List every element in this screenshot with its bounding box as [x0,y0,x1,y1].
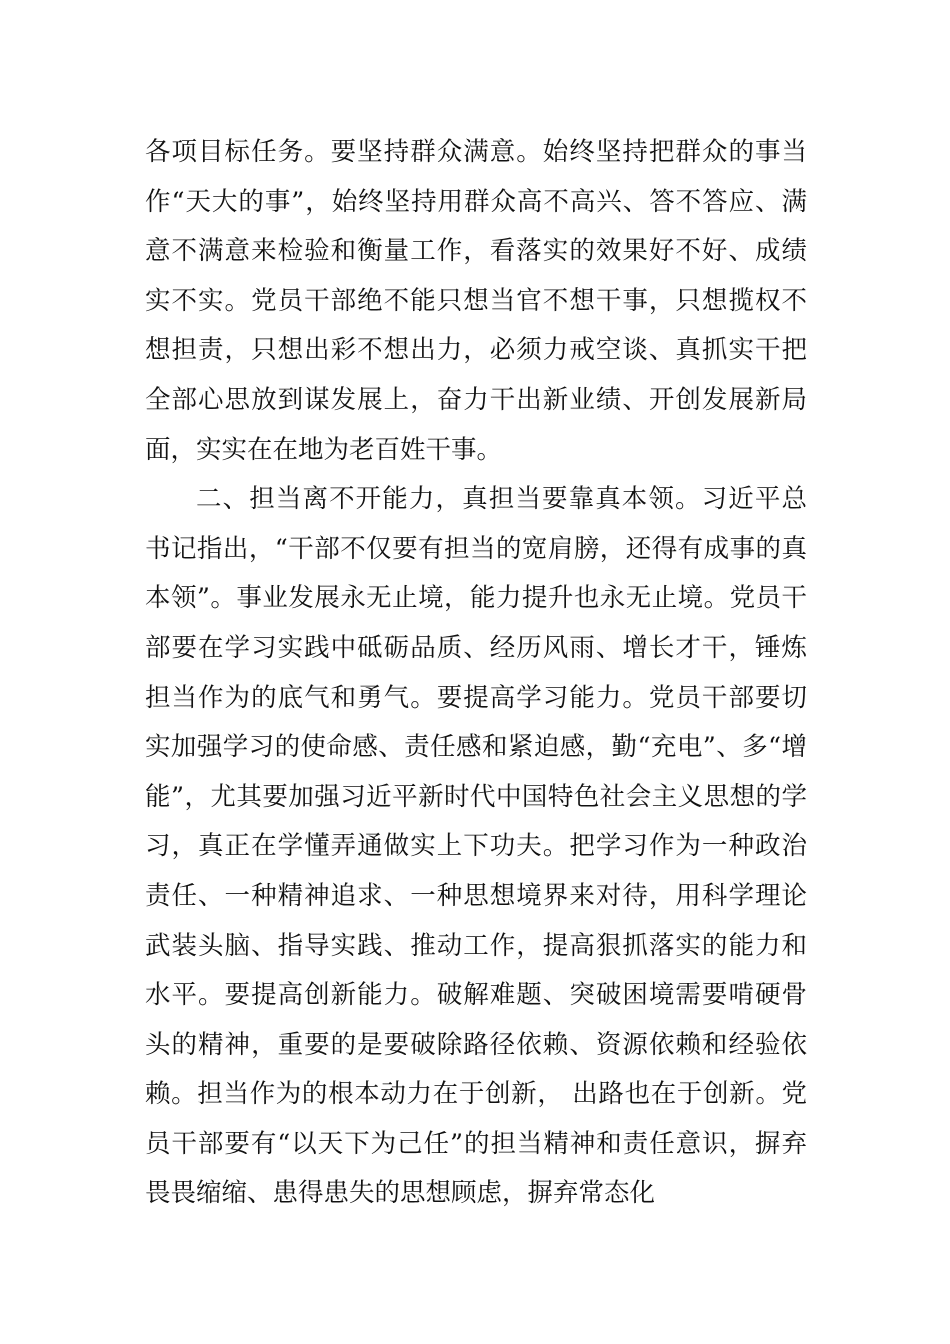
document-page [145,128,807,1219]
body-paragraph-2: 二、担当离不开能力，真担当要靠真本领。习近平总书记指出，“干部不仅要有担当的宽肩膀，还得有成事的真本领”。事业发展永无止境，能力提升也永无止境。党员干部要在学习实践中砥砺品质、经历风雨、增长才干，锤炼担当作为的底气和勇气。要提高学习能力。党员干部要切实加强学习的使命感、责任感和紧迫感，勤“充电”、多“增能”，尤其要加强习近平新时代中国特色社会主义思想的学习，真正在学懂弄通做实上下功夫。把学习作为一种政治责任、一种精神追求、一种思想境界来对待，用科学理论武装头脑、指导实践、推动工作，提高狠抓落实的能力和水平。要提高创新能力。破解难题、突破困境需要啃硬骨头的精神，重要的是要破除路径依赖、资源依赖和经验依赖。担当作为的根本动力在于创新， 出路也在于创新。党员干部要有“以天下为己任”的担当精神和责任意识，摒弃畏畏缩缩、患得患失的思想顾虑，摒弃常态化 [145,484,807,1209]
body-paragraph-1: 各项目标任务。要坚持群众满意。始终坚持把群众的事当作“天大的事”，始终坚持用群众高不高兴、答不答应、满意不满意来检验和衡量工作，看落实的效果好不好、成绩实不实。党员干部绝不能只想当官不想干事，只想揽权不想担责，只想出彩不想出力，必须力戒空谈、真抓实干把全部心思放到谋发展上，奋力干出新业绩、开创发展新局面，实实在在地为老百姓干事。 [145,137,807,465]
